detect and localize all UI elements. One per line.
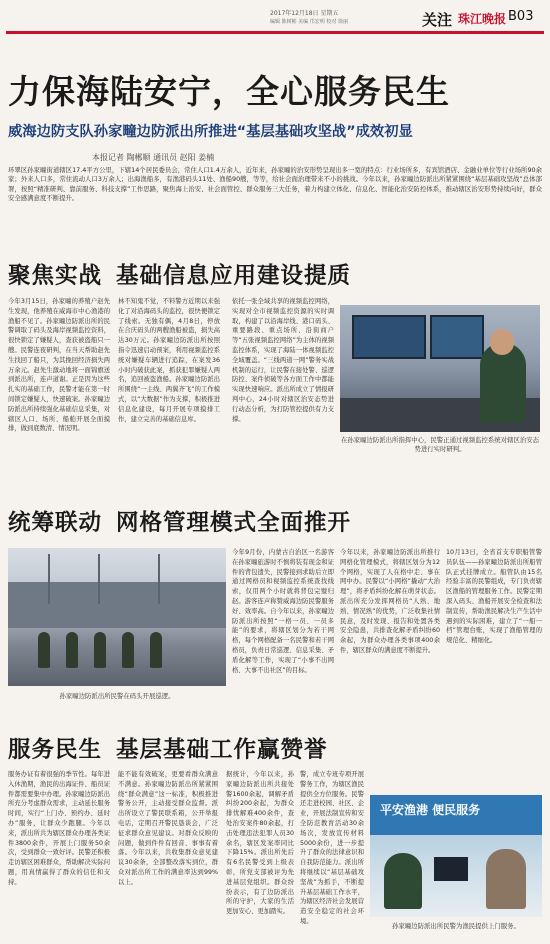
intro-paragraph: 环翠区孙家疃街道辖区17.4平方公里，下辖14个居民委员会，常住人口1.4万余人，近年来，孙家疃的治安形势呈现出多一宽的特点：行业场所多，有宾馆酒店、金融业单位等行业场所90余家；外来人口多，常住流动人口3万余人；出海渔船多，有渔港码头11处、渔船90艘，等等，给社会面治理带来不小的挑战。今年以来，孙家疃边防派出所紧紧围绕“基层基础攻坚战”总体部署，按照“精准研判、靠前服务、科技支撑”工作思路，聚焦海上治安、社会面管控、群众服务三大任务，着力构建立体化、信息化、智能化治安防控体系，推动辖区治安形势持续向好，群众安全感满意度不断提升。 <box>8 166 542 203</box>
masthead <box>8 6 544 30</box>
main-headline: 力保海陆安宁，全心服务民生 <box>8 72 450 111</box>
newspaper-logo: 珠江晚报 <box>458 12 507 26</box>
section1-photo-caption: 在孙家疃边防派出所指挥中心，民警正通过视频监控系统对辖区治安态势进行实时研判。 <box>340 436 540 453</box>
subheadline: 威海边防支队孙家疃边防派出所推进“基层基础攻坚战”成效初显 <box>8 124 413 140</box>
masthead-date: 2017年12月18日 星期五 <box>270 10 339 17</box>
masthead-editor: 编辑 陈树彬 美编 邝宏明 校对 徐丽 <box>270 19 348 25</box>
page-number: B03 <box>508 9 534 24</box>
photo-banner: 平安渔港 便民服务 <box>380 803 481 817</box>
section2-col3: 10月13日，全省首支专职船管警员队伍——孙家疃边防派出所船管队正式挂牌成立。船管队由15名经验丰富的民警组成，专门负责辖区渔船的管理服务工作。民警定期深入码头、渔船开展安全检查和法制宣传，帮助渔民解决生产生活中遇到的实际困难，建立了“一船一档”管理台账，实现了渔船管理的规范化、精细化。 <box>446 549 542 645</box>
section2-col2: 今年以来，孙家疃边防派出所推行网格化管理模式，将辖区划分为12个网格，实现了人在格中走、事在网中办。民警以“小网格”撬动“大治理”，将矛盾纠纷化解在萌芽状态。派出所充分发挥网格员“人熟、地熟、情况熟”的优势，广泛收集社情民意，及时发现、报告和处置各类安全隐患，共排查化解矛盾纠纷60余起，为群众办理各类事项400余件，辖区群众的满意度不断提升。 <box>340 549 440 654</box>
section2-title-a: 统筹联动 <box>8 510 103 536</box>
section3-col2: 能不能有效破案，更要看群众满意不满意。孙家疃边防派出所紧紧围绕“群众满意”这一标准，积极推进警务公开，主动接受群众监督。派出所设立了警民联系箱，公开举报电话，定期召开警民恳谈会，广泛征求群众意见建议。对群众反映的问题，做到件件有回音、事事有着落。今年以来，共收集群众意见建议30余条，全部整改落实到位，群众对派出所工作的满意率达到99%以上。 <box>118 771 218 886</box>
masthead-rule <box>6 31 544 34</box>
section3-col3: 据统计，今年以来，孙家疃边防派出所共接处警1600余起，调解矛盾纠纷200余起，为群众排忧解难400余件，查处治安案件80余起，打击处理违法犯罪人员30余名，辖区发案率同比下降15%。派出所先后有6名民警受到上级表彰，所党支部被评为先进基层党组织。群众纷纷表示，有了边防派出所的守护，大家的生活更加安心、更加踏实。 <box>226 771 294 916</box>
section1-title-a: 聚焦实战 <box>8 263 103 289</box>
section3-photo-caption: 孙家疃边防派出所民警为渔民提供上门服务。 <box>392 922 520 930</box>
section1-col1: 今年3月15日，孙家疃的养殖户赵先生发现，他养殖在威海市中心渔港的渔船不见了。孙家疃边防派出所的民警调取了码头及海岸视频监控资料，很快锁定了嫌疑人，查获被盗船只一艘。民警连夜研判，在当天帮助赵先生找回了船只，为其挽回经济损失两万余元。赵先生激动地将一面锦旗送到派出所，连声道谢。正是因为这些扎实的基础工作，民警才能在第一时间锁定嫌疑人，快速破案。孙家疃边防派出所持续强化基础信息采集，对辖区人口、场所、船舶开展全面摸排，做到底数清、情况明。 <box>8 298 110 433</box>
section1-col2: 林不知鬼不觉，不料警方近期以来强化了对沿海码头的监控，很快便锁定了线索。无独有偶，4月8日，停放在合庆码头的两艘渔船被盗，损失高达30万元。孙家疃边防派出所按照指令迅速启动预案，利用视频监控系统对嫌疑车辆进行追踪，在案发36小时内破获此案，抓获犯罪嫌疑人两名，追回被盗渔船。孙家疃边防派出所围绕“一主线、两翼齐飞”的工作模式，以“大数据”作为支撑，积极推进信息化建设，每月开展专项摸排工作，建立完善的基础信息库。 <box>118 298 220 423</box>
section2-title-b: 网格管理模式全面推开 <box>116 510 352 536</box>
service-window-photo <box>370 795 542 917</box>
section3-title-b: 基层基础工作赢赞誉 <box>116 737 328 763</box>
masthead-section: 关注 <box>422 11 453 29</box>
section3-col1: 服务办证有着很强的季节性。每年进入休渔期，渔民的出海证件、船员证件都需要集中办理。孙家疃边防派出所充分考虑群众需求，主动延长服务时间，实行“上门办、预约办、延时办”服务，让群众少跑腿。今年以来，派出所共为辖区群众办理各类证件3800余件，开展上门服务50余次，受到群众一致好评。民警还积极走访辖区困难群众，帮助解决实际问题，用真情赢得了群众的信任和支持。 <box>8 771 110 886</box>
section2-title <box>8 505 351 537</box>
section2-col1: 今年9月份，内蒙古自治区一名游客在孙家疃旅游时不慎将装有现金和证件的背包遗失，民警接到求助后立即通过网格员和视频监控系统查找线索，仅用两个小时就将背包完璧归赵。游客连声称赞威海边防民警服务好、效率高。自今年以来，孙家疃边防派出所按照“一格一员、一员多能”的要求，将辖区划分为若干网格，每个网格配备一名民警和若干网格员，负责日常巡逻、信息采集、矛盾化解等工作，实现了“小事不出网格、大事不出社区”的目标。 <box>232 549 334 674</box>
section2-photo-caption: 孙家疃边防派出所民警在码头开展巡逻。 <box>59 692 175 700</box>
byline: 本报记者 陶郴顺 通讯员 赵阳 姜楠 <box>92 153 215 162</box>
section3-title-a: 服务民生 <box>8 737 103 763</box>
section1-col3: 依托一张全域共享的视频监控网络，实现对全市视频监控资源的实时调取，构建了以沿海岸线、港口码头、重要路段、重点场所、沿街商户等“五张视频监控网络”为主体的视频监控体系，实现了海陆一体视频监控全域覆盖。“三线两道一网”警务实战机制的运行，让民警在接处警、巡逻防控、案件侦破等各方面工作中都能实现快速响应。派出所成立了情报研判中心，24小时对辖区治安态势进行动态分析，为打防管控提供有力支撑。 <box>232 298 334 423</box>
section3-col4: 警，成立专班专项开展警务工作，为辖区渔民提供全方位服务。民警还走进校园、社区、企业，开展法制宣传和安全防范教育活动30余场次，发放宣传材料5000余份，进一步提升了群众的法律意识和自我防范能力。派出所将继续以“基层基础攻坚战”为抓手，不断提升基层基础工作水平，为辖区经济社会发展营造安全稳定的社会环境。 <box>300 771 364 925</box>
patrol-photo <box>8 548 226 686</box>
section3-title <box>8 732 328 764</box>
command-center-photo <box>340 305 540 432</box>
section1-title-b: 基础信息应用建设提质 <box>116 263 352 289</box>
section1-title <box>8 258 351 290</box>
